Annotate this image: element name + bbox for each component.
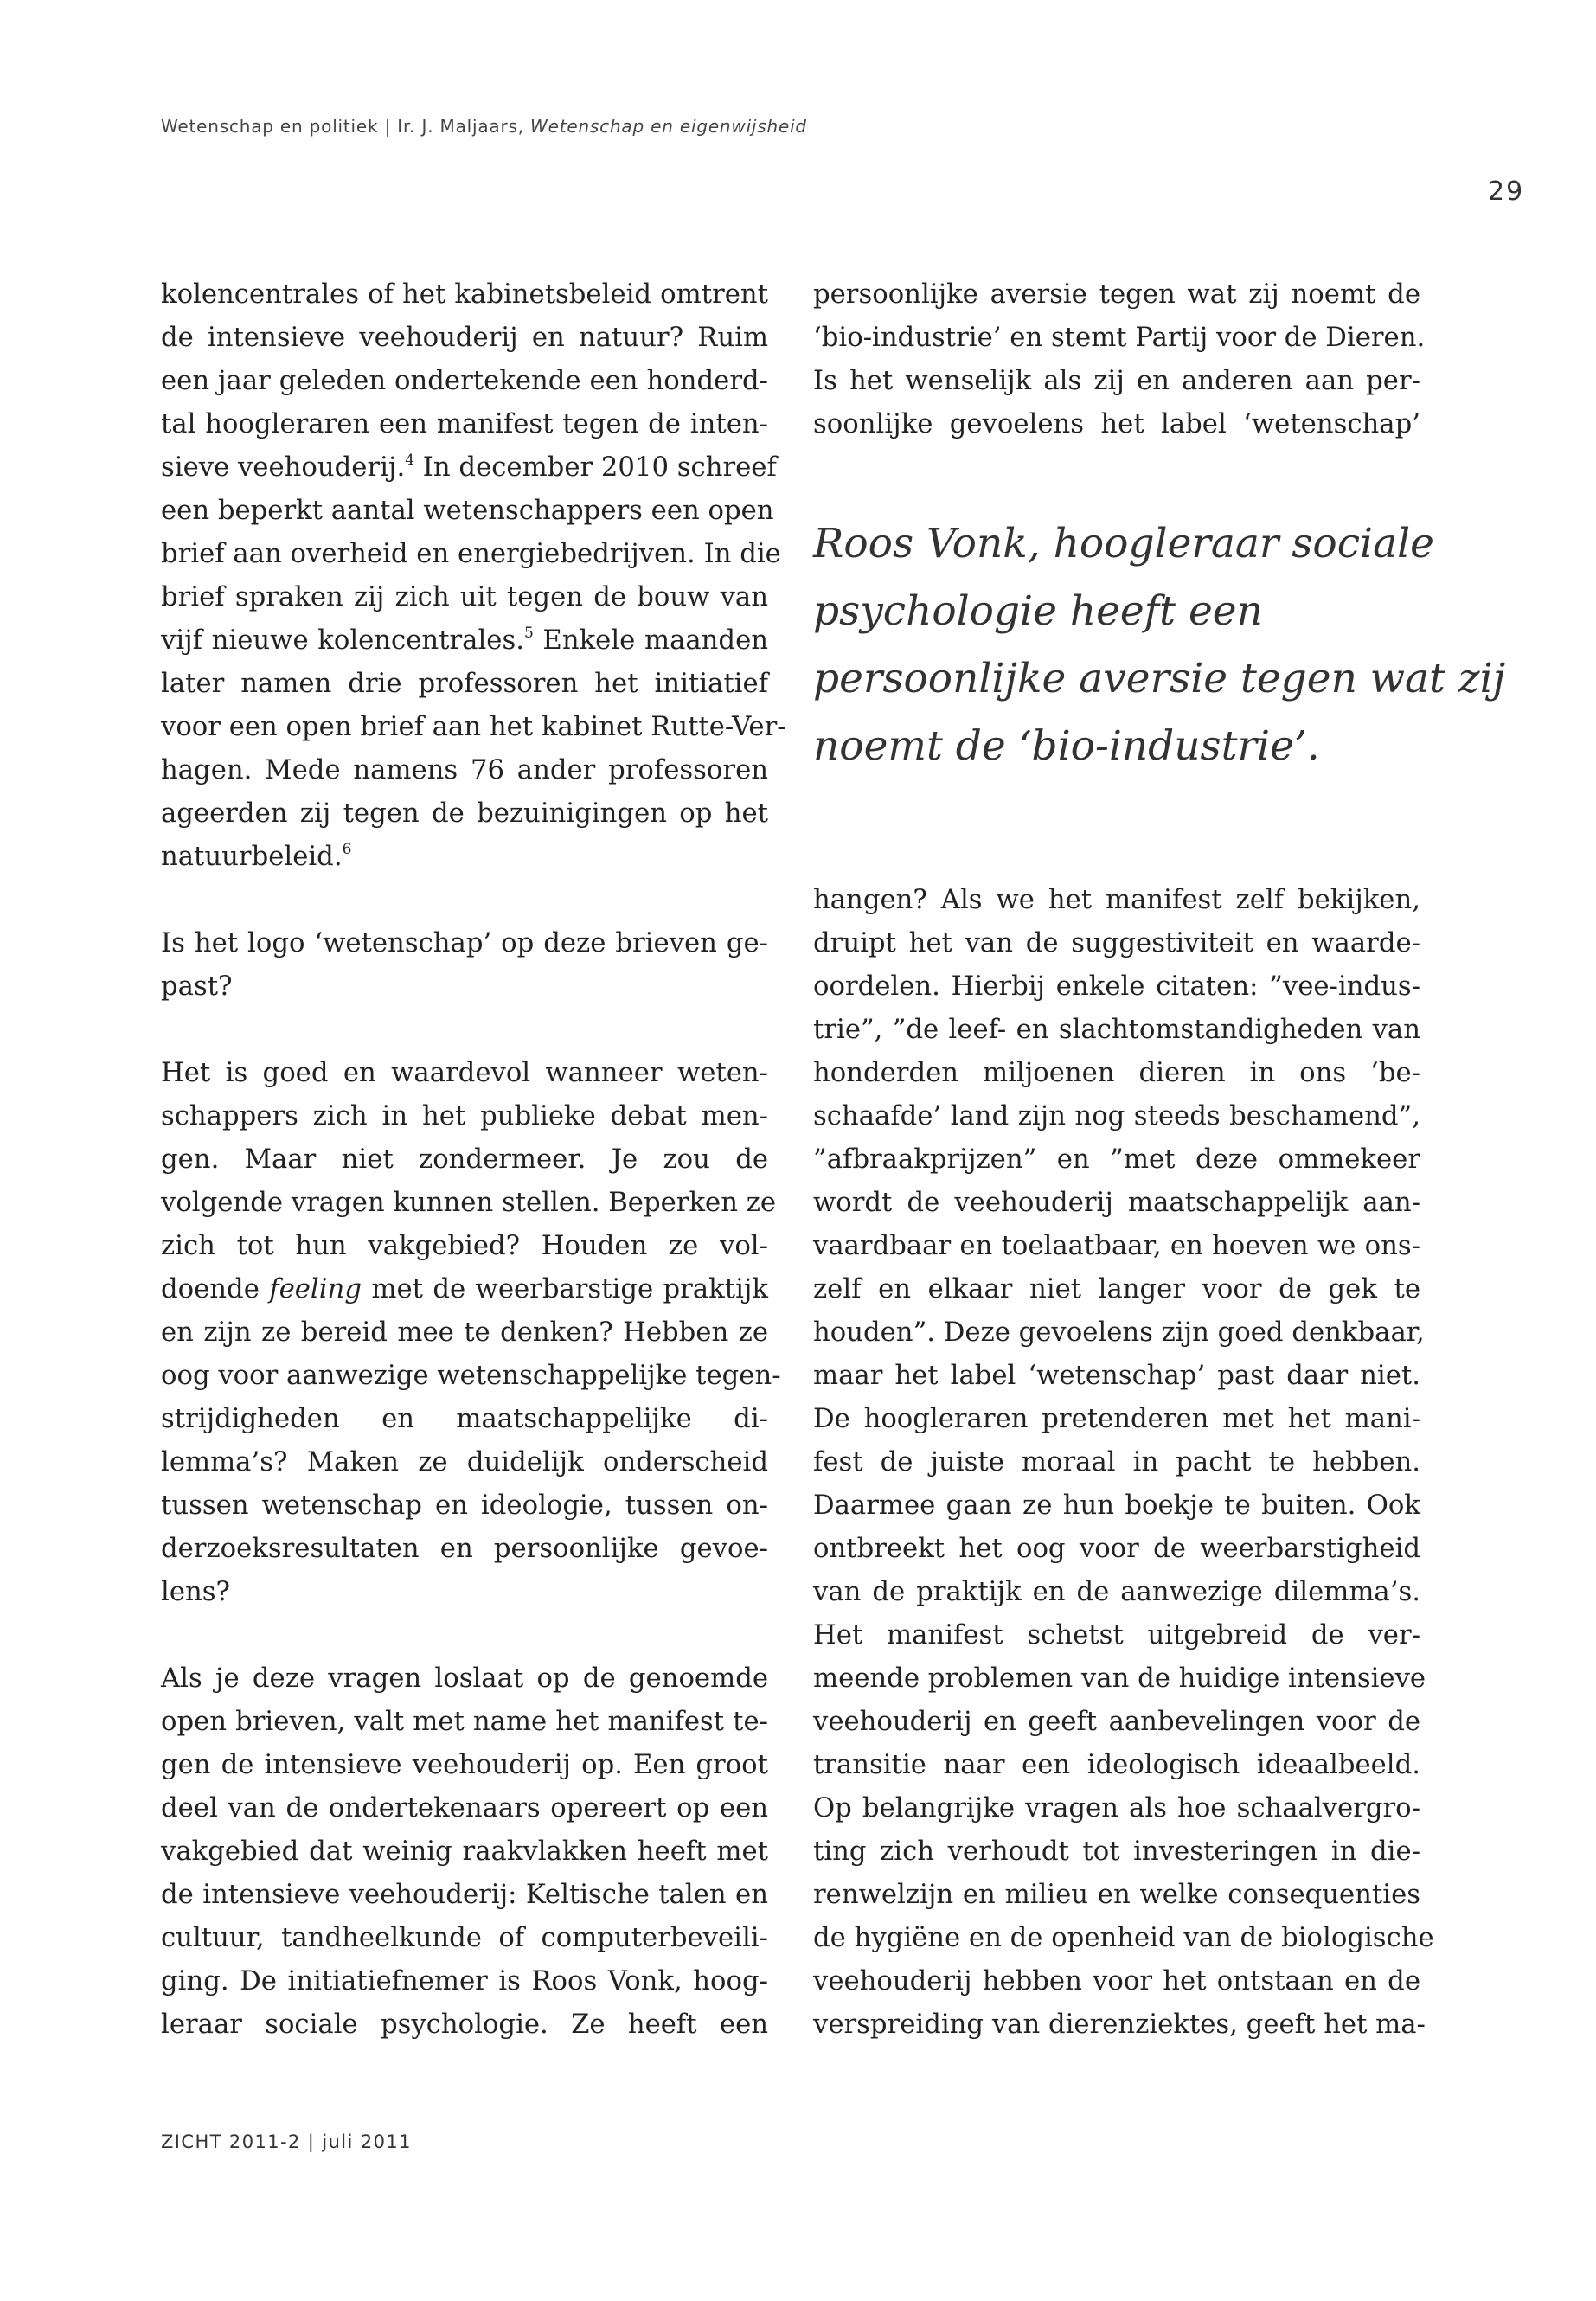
text-line: strijdigheden en maatschappelijke di- bbox=[161, 1404, 768, 1434]
left-column bbox=[161, 273, 786, 2047]
text-fragment: sieve veehouderij. bbox=[161, 452, 406, 483]
running-head-author: Ir. J. Maljaars, bbox=[397, 116, 524, 137]
text-line bbox=[161, 1268, 768, 1311]
running-head bbox=[161, 116, 807, 137]
pull-quote-line: Roos Vonk, hoogleraar sociale bbox=[813, 520, 1434, 567]
text-line: zelf en elkaar niet langer voor de gek te bbox=[813, 1274, 1420, 1304]
text-line: de intensieve veehouderij en natuur? Ruim bbox=[161, 323, 768, 353]
text-line: verspreiding van dierenziektes, geeft het ma- bbox=[813, 2009, 1426, 2040]
text-line: leraar sociale psychologie. Ze heeft een bbox=[161, 2009, 768, 2040]
text-line: vaardbaar en toelaatbaar, en hoeven we ons- bbox=[813, 1231, 1420, 1261]
text-fragment: met de weerbarstige praktijk bbox=[361, 1274, 768, 1304]
running-head-title: Wetenschap en eigenwijsheid bbox=[530, 116, 807, 137]
text-line: gen de intensieve veehouderij op. Een groot bbox=[161, 1750, 768, 1780]
text-line: kolencentrales of het kabinetsbeleid omtrent bbox=[161, 279, 768, 310]
text-line: brief spraken zij zich uit tegen de bouw van bbox=[161, 582, 768, 612]
footnote-ref-4: 4 bbox=[405, 452, 415, 469]
text-line: fest de juiste moraal in pacht te hebben. bbox=[813, 1447, 1420, 1477]
paragraph-right-2 bbox=[813, 879, 1434, 2047]
text-line bbox=[161, 446, 777, 490]
text-line: Het manifest schetst uitgebreid de ver- bbox=[813, 1620, 1420, 1650]
text-line: voor een open brief aan het kabinet Rutte-Ver- bbox=[161, 712, 786, 742]
text-line: transitie naar een ideologisch ideaalbeeld. bbox=[813, 1750, 1420, 1780]
text-line: soonlijke gevoelens het label ‘wetenschap’ bbox=[813, 409, 1420, 439]
right-column-top bbox=[813, 273, 1426, 446]
text-fragment: doende bbox=[161, 1274, 270, 1304]
text-line: Op belangrijke vragen als hoe schaalvergro- bbox=[813, 1793, 1420, 1823]
text-line: derzoeksresultaten en persoonlijke gevoe- bbox=[161, 1534, 768, 1564]
text-line: De hoogleraren pretenderen met het mani- bbox=[813, 1404, 1420, 1434]
text-line: een beperkt aantal wetenschappers een open bbox=[161, 496, 774, 526]
text-line: Is het logo ‘wetenschap’ op deze brieven ge- bbox=[161, 928, 768, 958]
text-line: de hygiëne en de openheid van de biologische bbox=[813, 1923, 1434, 1953]
text-line: hangen? Als we het manifest zelf bekijken, bbox=[813, 885, 1420, 915]
text-line: de intensieve veehouderij: Keltische talen en bbox=[161, 1880, 768, 1910]
text-line: hagen. Mede namens 76 ander professoren bbox=[161, 755, 768, 785]
text-line: druipt het van de suggestiviteit en waarde- bbox=[813, 928, 1420, 958]
pull-quote-line: persoonlijke aversie tegen wat zij bbox=[813, 655, 1506, 702]
text-fragment: vijf nieuwe kolencentrales. bbox=[161, 625, 524, 656]
text-line: ageerden zij tegen de bezuinigingen op het bbox=[161, 798, 768, 829]
text-line: van de praktijk en de aanwezige dilemma’s. bbox=[813, 1577, 1420, 1607]
paragraph-1 bbox=[161, 273, 786, 879]
text-line: lemma’s? Maken ze duidelijk onderscheid bbox=[161, 1447, 768, 1477]
text-line: veehouderij hebben voor het ontstaan en de bbox=[813, 1966, 1420, 1997]
text-line: veehouderij en geeft aanbevelingen voor de bbox=[813, 1707, 1420, 1737]
text-fragment: Enkele maanden bbox=[533, 625, 768, 656]
text-fragment: In december 2010 schreef bbox=[414, 452, 777, 483]
text-line: volgende vragen kunnen stellen. Beperken ze bbox=[161, 1188, 777, 1218]
text-line: trie”, ”de leef- en slachtomstandigheden van bbox=[813, 1015, 1420, 1045]
footnote-ref-6: 6 bbox=[342, 841, 352, 858]
text-line: past? bbox=[161, 971, 233, 1002]
text-line: oordelen. Hierbij enkele citaten: ”vee-indus- bbox=[813, 971, 1420, 1002]
text-line: cultuur, tandheelkunde of computerbeveili- bbox=[161, 1923, 768, 1953]
text-line: een jaar geleden ondertekende een honderd- bbox=[161, 366, 768, 396]
text-line: ontbreekt het oog voor de weerbarstigheid bbox=[813, 1534, 1420, 1564]
text-line: Daarmee gaan ze hun boekje te buiten. Ook bbox=[813, 1490, 1420, 1521]
pull-quote-line: psychologie heeft een bbox=[813, 587, 1263, 635]
paragraph-4 bbox=[161, 1657, 768, 2047]
text-line: lens? bbox=[161, 1577, 230, 1607]
paragraph-3 bbox=[161, 1052, 781, 1614]
text-line: maar het label ‘wetenschap’ past daar niet. bbox=[813, 1361, 1420, 1391]
page-number: 29 bbox=[1488, 176, 1525, 207]
text-line: ting zich verhoudt tot investeringen in die- bbox=[813, 1836, 1420, 1867]
text-line: houden”. Deze gevoelens zijn goed denkbaar, bbox=[813, 1317, 1425, 1348]
text-line: gen. Maar niet zondermeer. Je zou de bbox=[161, 1144, 768, 1175]
text-line: open brieven, valt met name het manifest te- bbox=[161, 1707, 768, 1737]
text-line: Als je deze vragen loslaat op de genoemde bbox=[161, 1663, 768, 1694]
text-fragment: natuurbeleid. bbox=[161, 842, 343, 872]
right-column-bottom bbox=[813, 879, 1434, 2047]
text-line: ”afbraakprijzen” en ”met deze ommekeer bbox=[813, 1144, 1420, 1175]
text-line: meende problemen van de huidige intensieve bbox=[813, 1663, 1426, 1694]
paragraph-right-1 bbox=[813, 273, 1426, 446]
text-line: wordt de veehouderij maatschappelijk aan- bbox=[813, 1188, 1420, 1218]
text-line: brief aan overheid en energiebedrijven. In die bbox=[161, 539, 781, 569]
footer: ZICHT 2011-2 | juli 2011 bbox=[161, 2131, 412, 2152]
text-line: tussen wetenschap en ideologie, tussen on- bbox=[161, 1490, 768, 1521]
text-line: oog voor aanwezige wetenschappelijke tegen- bbox=[161, 1361, 781, 1391]
text-line: ‘bio-industrie’ en stemt Partij voor de Dieren. bbox=[813, 323, 1426, 353]
text-line: tal hoogleraren een manifest tegen de inten- bbox=[161, 409, 768, 439]
footnote-ref-5: 5 bbox=[523, 625, 534, 642]
text-line: renwelzijn en milieu en welke consequenties bbox=[813, 1880, 1420, 1910]
text-line: vakgebied dat weinig raakvlakken heeft met bbox=[161, 1836, 768, 1867]
text-line bbox=[161, 836, 768, 879]
running-head-separator: | bbox=[384, 116, 392, 137]
running-head-section: Wetenschap en politiek bbox=[161, 116, 379, 137]
text-line: honderden miljoenen dieren in ons ‘be- bbox=[813, 1058, 1420, 1088]
text-line: schappers zich in het publieke debat men- bbox=[161, 1101, 768, 1131]
pull-quote bbox=[813, 510, 1506, 780]
text-line: zich tot hun vakgebied? Houden ze vol- bbox=[161, 1231, 768, 1261]
text-line: persoonlijke aversie tegen wat zij noemt de bbox=[813, 279, 1420, 310]
text-line: en zijn ze bereid mee te denken? Hebben ze bbox=[161, 1317, 768, 1348]
paragraph-2 bbox=[161, 922, 768, 1009]
pull-quote-line: noemt de ‘bio-industrie’. bbox=[813, 722, 1320, 770]
text-line bbox=[161, 619, 768, 663]
text-line: Het is goed en waardevol wanneer weten- bbox=[161, 1058, 768, 1088]
text-line: deel van de ondertekenaars opereert op een bbox=[161, 1793, 768, 1823]
emphasis-feeling: feeling bbox=[269, 1274, 362, 1304]
text-line: ging. De initiatiefnemer is Roos Vonk, hoog- bbox=[161, 1966, 768, 1997]
text-line: schaafde’ land zijn nog steeds beschamend”, bbox=[813, 1101, 1420, 1131]
text-line: Is het wenselijk als zij en anderen aan per- bbox=[813, 366, 1420, 396]
text-line: later namen drie professoren het initiatief bbox=[161, 669, 768, 699]
